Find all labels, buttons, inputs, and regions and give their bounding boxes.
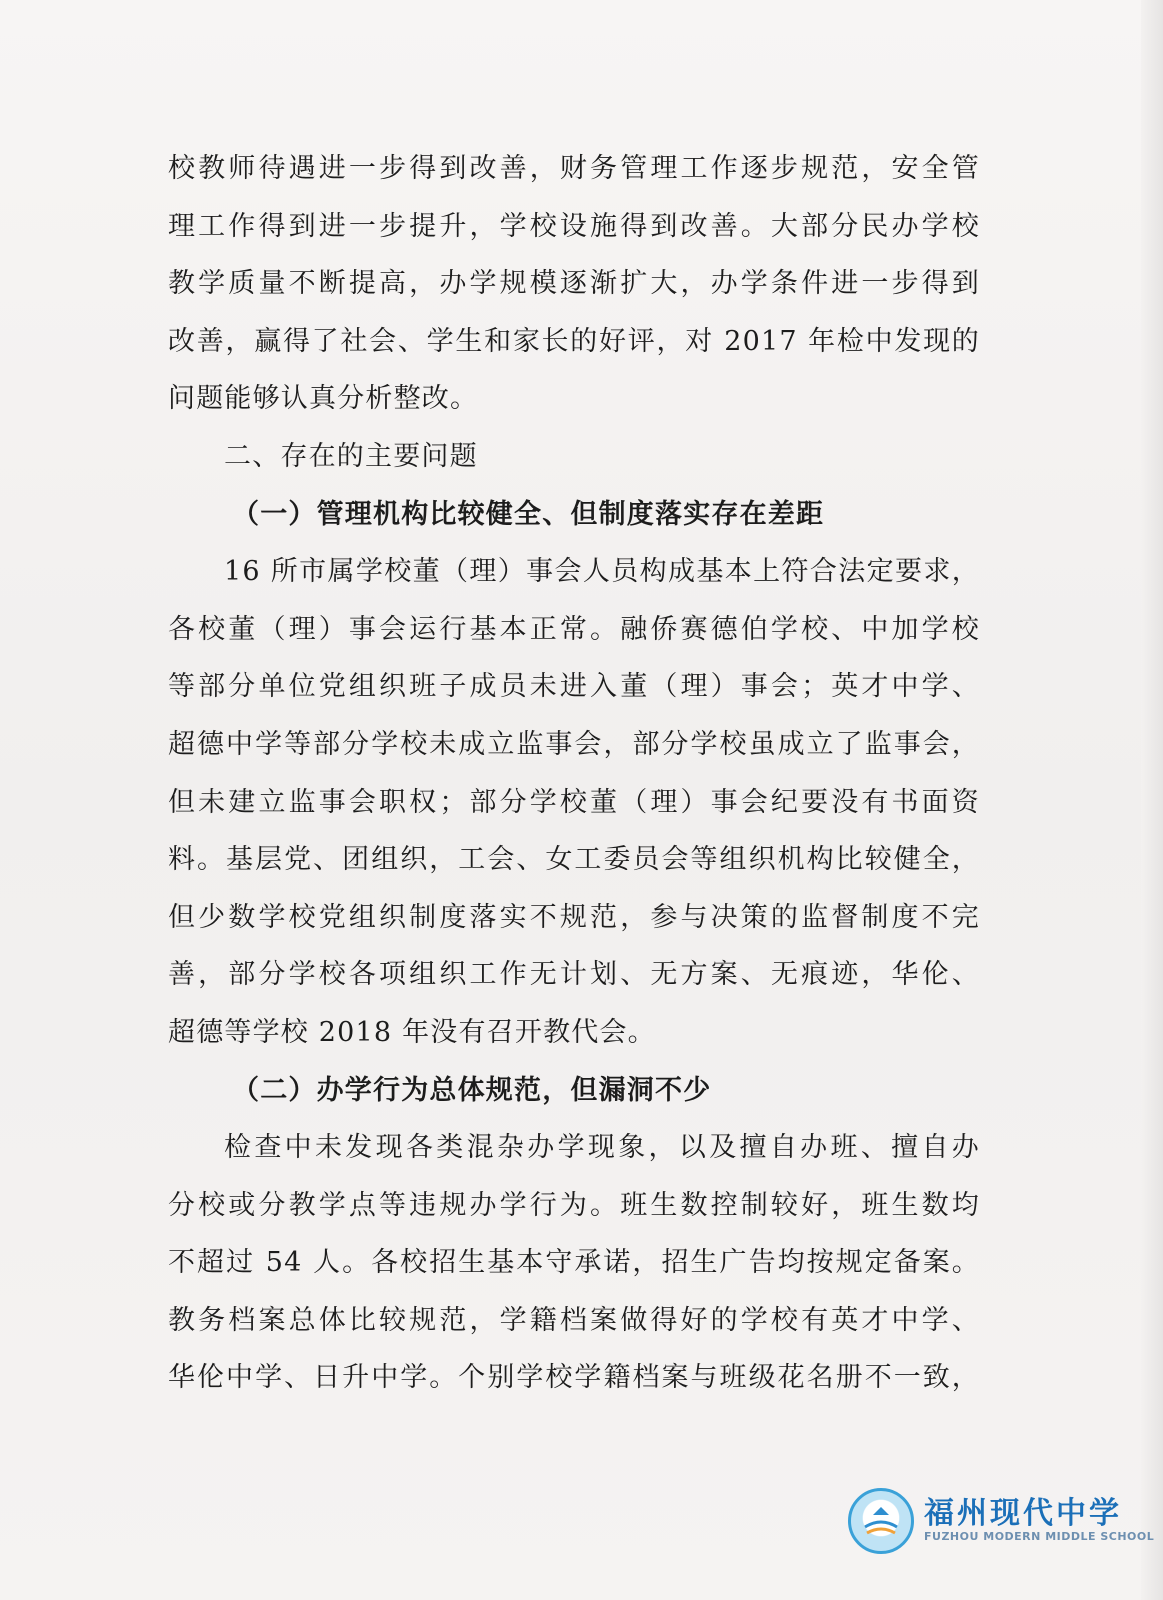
badge-emblem-icon [851,1491,911,1551]
subsection-heading: （二）办学行为总体规范，但漏洞不少 [232,1074,712,1106]
body-line: 校教师待遇进一步得到改善，财务管理工作逐步规范，安全管 [168,153,980,184]
body-line: 不超过 54 人。各校招生基本守承诺，招生广告均按规定备案。 [168,1247,980,1279]
scan-edge-shadow [1141,0,1163,1600]
body-line: 超德等学校 2018 年没有召开教代会。 [168,1016,656,1048]
body-line: 问题能够认真分析整改。 [168,383,479,415]
body-line: 华伦中学、日升中学。个别学校学籍档案与班级花名册不一致， [168,1362,980,1394]
body-line: 料。基层党、团组织，工会、女工委员会等组织机构比较健全， [168,844,980,876]
school-name-en: FUZHOU MODERN MIDDLE SCHOOL [924,1530,1155,1543]
school-badge-icon [848,1488,914,1554]
school-name-cn: 福州现代中学 [924,1496,1122,1531]
body-line: 等部分单位党组织班子成员未进入董（理）事会；英才中学、 [168,671,980,703]
body-line: 善，部分学校各项组织工作无计划、无方案、无痕迹，华伦、 [168,959,980,991]
body-line: 超德中学等部分学校未成立监事会，部分学校虽成立了监事会， [168,728,980,760]
body-line: 各校董（理）事会运行基本正常。融侨赛德伯学校、中加学校 [168,613,980,645]
body-line: 16 所市属学校董（理）事会人员构成基本上符合法定要求， [224,556,980,588]
body-line: 但未建立监事会职权；部分学校董（理）事会纪要没有书面资 [168,786,980,818]
body-line: 但少数学校党组织制度落实不规范，参与决策的监督制度不完 [168,901,980,933]
body-line: 教务档案总体比较规范，学籍档案做得好的学校有英才中学、 [168,1304,980,1336]
school-watermark-logo [848,1484,1155,1564]
document-body [168,140,980,1407]
body-line: 教学质量不断提高，办学规模逐渐扩大，办学条件进一步得到 [168,268,980,300]
body-line: 改善，赢得了社会、学生和家长的好评，对 2017 年检中发现的 [168,325,980,357]
body-line: 理工作得到进一步提升，学校设施得到改善。大部分民办学校 [168,210,980,242]
body-line: 分校或分教学点等违规办学行为。班生数控制较好，班生数均 [168,1189,980,1221]
section-heading: 二、存在的主要问题 [224,440,478,472]
body-line: 检查中未发现各类混杂办学现象，以及擅自办班、擅自办 [224,1132,980,1164]
subsection-heading: （一）管理机构比较健全、但制度落实存在差距 [232,498,825,530]
